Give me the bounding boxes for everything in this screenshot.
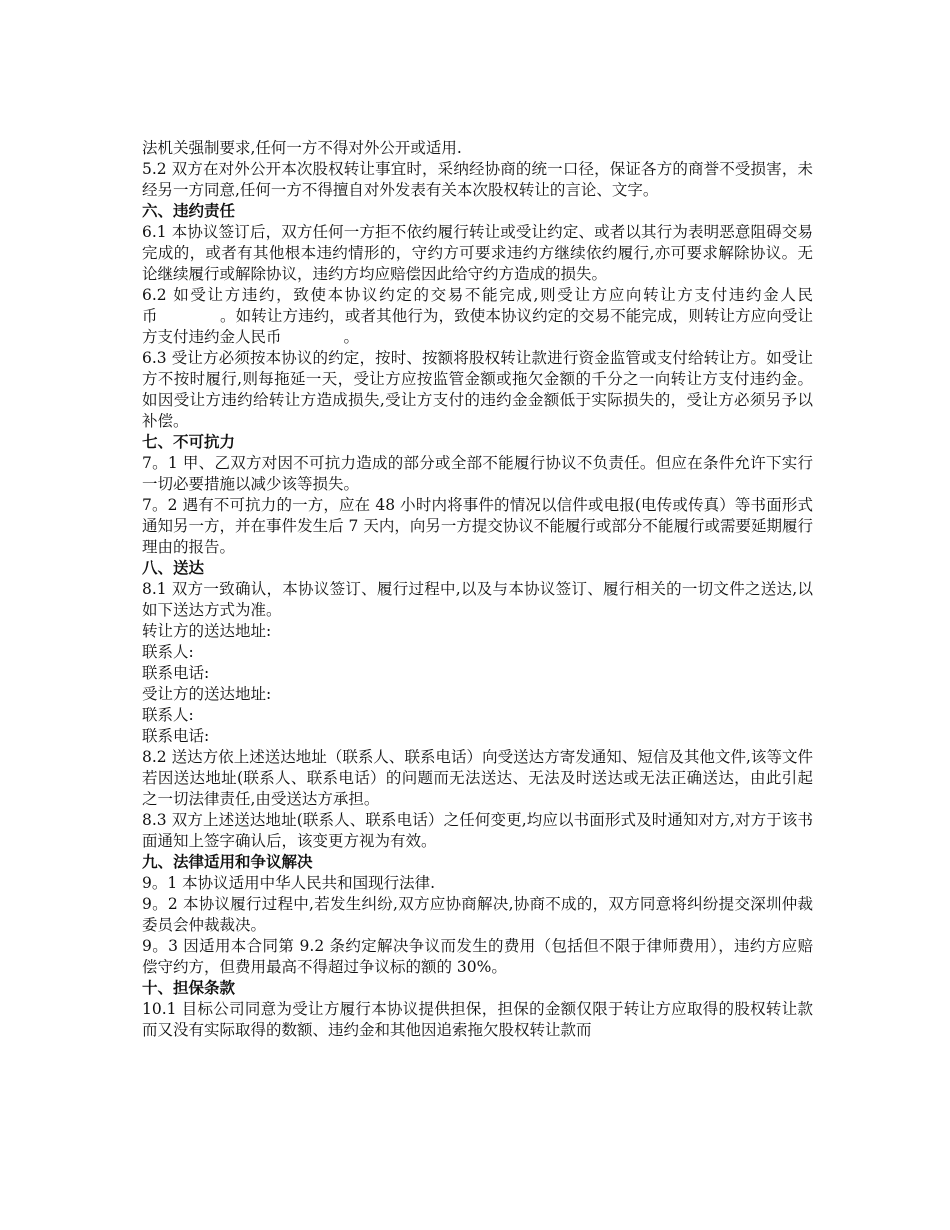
paragraph-9-3: 9。3 因适用本合同第 9.2 条约定解决争议而发生的费用（包括但不限于律师费用），违约方应赔偿守约方，但费用最高不得超过争议标的额的 30%。 xyxy=(142,937,813,976)
paragraph-7-2: 7。2 遇有不可抗力的一方，应在 48 小时内将事件的情况以信件或电报(电传或传真）等书面形式通知另一方，并在事件发生后 7 天内，向另一方提交协议不能履行或部分不能履行或需要延期履行理由的报告。 xyxy=(142,496,813,556)
heading-law-and-disputes: 九、法律适用和争议解决 xyxy=(142,853,313,871)
paragraph-8-1: 8.1 双方一致确认，本协议签订、履行过程中,以及与本协议签订、履行相关的一切文件之送达,以如下送达方式为准。 xyxy=(142,580,813,619)
paragraph-6-1: 6.1 本协议签订后，双方任何一方拒不依约履行转让或受让约定、或者以其行为表明恶意阻碍交易完成的，或者有其他根本违约情形的，守约方可要求违约方继续依约履行,亦可要求解除协议。无论继续履行或解除协议，违约方均应赔偿因此给守约方造成的损失。 xyxy=(142,223,813,283)
heading-force-majeure: 七、不可抗力 xyxy=(142,433,236,451)
paragraph-8-2: 8.2 送达方依上述送达地址（联系人、联系电话）向受送达方寄发通知、短信及其他文件,该等文件若因送达地址(联系人、联系电话）的问题而无法送达、无法及时送达或无法正确送达，由此引起之一切法律责任,由受送达方承担。 xyxy=(142,748,813,808)
transferee-contact-line: 联系人: xyxy=(142,706,194,724)
heading-breach-liability: 六、违约责任 xyxy=(142,202,236,220)
transferee-phone-line: 联系电话: xyxy=(142,727,210,745)
heading-service: 八、送达 xyxy=(142,559,205,577)
paragraph-9-1: 9。1 本协议适用中华人民共和国现行法律. xyxy=(142,874,436,892)
paragraph-6-2: 6.2 如受让方违约，致使本协议约定的交易不能完成,则受让方应向转让方支付违约金人民币 。如转让方违约，或者其他行为，致使本协议约定的交易不能完成，则转让方应向受让方支付违约金人民币 。 xyxy=(142,286,813,346)
paragraph-confidentiality-tail: 法机关强制要求,任何一方不得对外公开或适用. xyxy=(142,139,462,157)
paragraph-9-2: 9。2 本协议履行过程中,若发生纠纷,双方应协商解决,协商不成的，双方同意将纠纷提交深圳仲裁委员会仲裁裁决。 xyxy=(142,895,813,934)
paragraph-6-3: 6.3 受让方必须按本协议的约定，按时、按额将股权转让款进行资金监管或支付给转让方。如受让方不按时履行,则每拖延一天，受让方应按监管金额或拖欠金额的千分之一向转让方支付违约金。如因受让方违约给转让方造成损失,受让方支付的违约金金额低于实际损失的，受让方必须另予以补偿。 xyxy=(142,349,813,430)
heading-guarantee: 十、担保条款 xyxy=(142,979,236,997)
paragraph-8-3: 8.3 双方上述送达地址(联系人、联系电话）之任何变更,均应以书面形式及时通知对方,对方于该书面通知上签字确认后，该变更方视为有效。 xyxy=(142,811,813,850)
transferee-address-line: 受让方的送达地址: xyxy=(142,685,272,703)
transferor-contact-line: 联系人: xyxy=(142,643,194,661)
paragraph-7-1: 7。1 甲、乙双方对因不可抗力造成的部分或全部不能履行协议不负责任。但应在条件允许下实行一切必要措施以减少该等损失。 xyxy=(142,454,813,493)
paragraph-10-1: 10.1 目标公司同意为受让方履行本协议提供担保，担保的金额仅限于转让方应取得的股权转让款而又没有实际取得的数额、违约金和其他因追索拖欠股权转让款而 xyxy=(142,1000,813,1039)
transferor-phone-line: 联系电话: xyxy=(142,664,210,682)
paragraph-5-2: 5.2 双方在对外公开本次股权转让事宜时，采纳经协商的统一口径，保证各方的商誉不受损害，未经另一方同意,任何一方不得擅自对外发表有关本次股权转让的言论、文字。 xyxy=(142,160,813,199)
transferor-address-line: 转让方的送达地址: xyxy=(142,622,272,640)
document-page xyxy=(142,138,813,1041)
